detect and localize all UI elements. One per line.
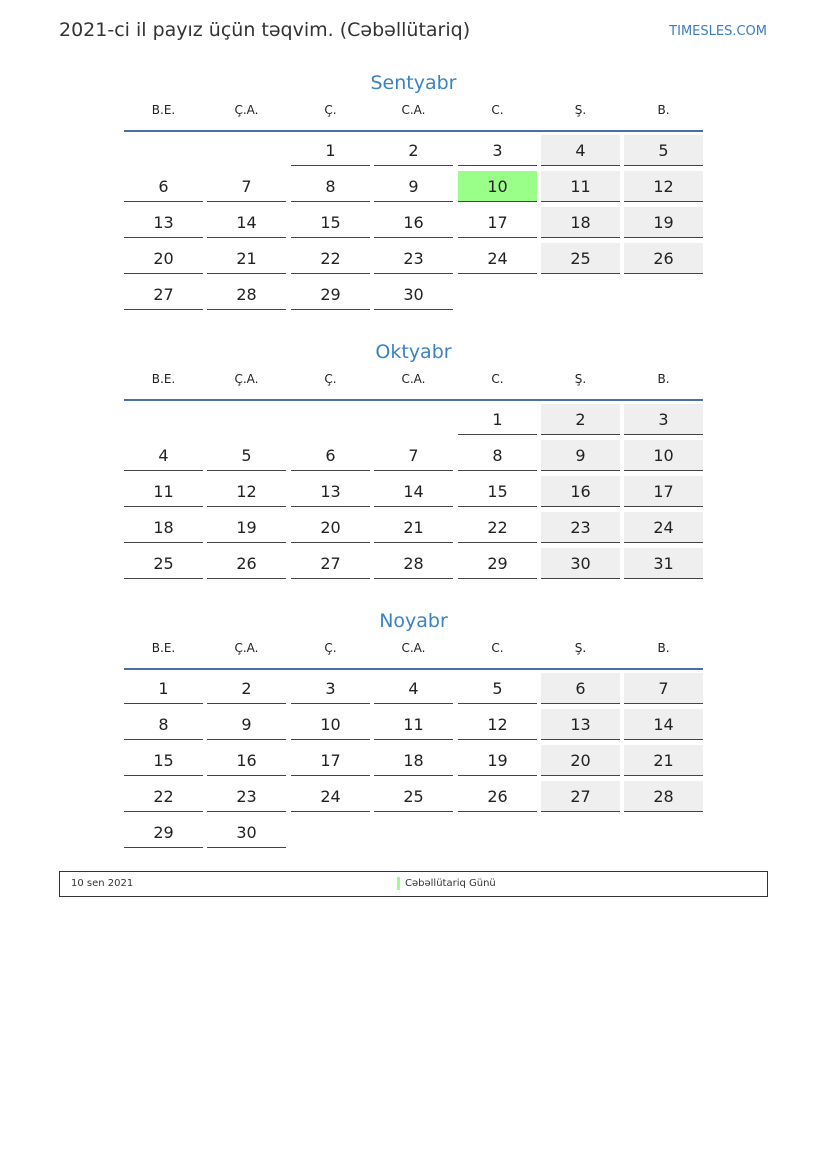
day-cell: 3 — [624, 404, 703, 435]
weekday-label: B.E. — [151, 372, 176, 386]
weekday-label: B. — [657, 641, 670, 655]
day-cell: 20 — [291, 512, 370, 543]
day-cell: 28 — [374, 548, 453, 579]
day-cell: 26 — [624, 243, 703, 274]
day-cell: 19 — [207, 512, 286, 543]
day-cell: 23 — [207, 781, 286, 812]
weekday-label: C. — [491, 103, 504, 117]
day-cell: 17 — [458, 207, 537, 238]
day-cell: 30 — [207, 817, 286, 848]
day-cell: 28 — [207, 279, 286, 310]
month-1 — [0, 337, 827, 573]
day-cell: 16 — [374, 207, 453, 238]
day-cell: 11 — [541, 171, 620, 202]
day-cell: 9 — [374, 171, 453, 202]
day-cell: 2 — [374, 135, 453, 166]
day-cell: 24 — [291, 781, 370, 812]
weekday-label: Ç.A. — [234, 372, 259, 386]
weekday-label: B.E. — [151, 641, 176, 655]
day-cell: 7 — [624, 673, 703, 704]
day-cell: 11 — [124, 476, 203, 507]
day-cell: 4 — [541, 135, 620, 166]
day-cell: 29 — [458, 548, 537, 579]
day-cell: 11 — [374, 709, 453, 740]
day-cell: 5 — [207, 440, 286, 471]
weekday-label: B.E. — [151, 103, 176, 117]
month-title: Sentyabr — [370, 72, 457, 94]
weekday-header — [0, 98, 827, 130]
day-cell: 22 — [291, 243, 370, 274]
day-cell: 15 — [458, 476, 537, 507]
day-cell: 8 — [291, 171, 370, 202]
weekday-label: B. — [657, 103, 670, 117]
month-2 — [0, 606, 827, 842]
day-cell: 25 — [124, 548, 203, 579]
day-cell: 1 — [124, 673, 203, 704]
legend-holiday-name: Cəbəllütariq Günü — [405, 878, 496, 889]
day-cell: 28 — [624, 781, 703, 812]
day-cell: 21 — [624, 745, 703, 776]
weekday-header — [0, 367, 827, 399]
day-cell: 13 — [291, 476, 370, 507]
weekday-header — [0, 636, 827, 668]
day-cell: 27 — [541, 781, 620, 812]
day-cell: 15 — [124, 745, 203, 776]
weekday-label: C.A. — [401, 103, 426, 117]
legend-date: 10 sen 2021 — [71, 878, 134, 889]
weekday-label: C. — [491, 372, 504, 386]
day-cell: 5 — [458, 673, 537, 704]
legend-holiday-marker — [397, 877, 400, 890]
day-cell: 8 — [124, 709, 203, 740]
day-cell: 14 — [624, 709, 703, 740]
day-cell: 2 — [207, 673, 286, 704]
day-cell: 6 — [124, 171, 203, 202]
day-cell: 10 — [291, 709, 370, 740]
weekday-label: Ç.A. — [234, 103, 259, 117]
day-cell: 17 — [291, 745, 370, 776]
day-cell: 19 — [624, 207, 703, 238]
month-0 — [0, 68, 827, 304]
weekday-label: Ş. — [574, 372, 587, 386]
day-cell: 14 — [207, 207, 286, 238]
day-cell: 29 — [124, 817, 203, 848]
day-cell: 7 — [374, 440, 453, 471]
day-cell: 2 — [541, 404, 620, 435]
day-cell: 15 — [291, 207, 370, 238]
month-title: Noyabr — [379, 610, 448, 632]
day-cell: 24 — [458, 243, 537, 274]
weekday-label: C.A. — [401, 641, 426, 655]
day-cell: 3 — [458, 135, 537, 166]
day-cell: 25 — [541, 243, 620, 274]
day-cell: 30 — [541, 548, 620, 579]
day-cell: 1 — [458, 404, 537, 435]
weekday-label: Ş. — [574, 641, 587, 655]
month-title: Oktyabr — [375, 341, 452, 363]
day-cell: 9 — [207, 709, 286, 740]
day-cell: 24 — [624, 512, 703, 543]
day-cell: 4 — [374, 673, 453, 704]
weekday-label: C. — [491, 641, 504, 655]
day-cell: 22 — [124, 781, 203, 812]
day-cell: 18 — [374, 745, 453, 776]
day-cell: 13 — [541, 709, 620, 740]
day-cell-holiday: 10 — [458, 171, 537, 202]
site-link[interactable]: TIMESLES.COM — [669, 24, 767, 39]
day-cell: 27 — [124, 279, 203, 310]
header-rule — [124, 399, 703, 401]
day-cell: 14 — [374, 476, 453, 507]
page-title: 2021-ci il payız üçün təqvim. (Cəbəllütariq) — [59, 19, 471, 41]
day-cell: 5 — [624, 135, 703, 166]
day-cell: 4 — [124, 440, 203, 471]
day-cell: 23 — [541, 512, 620, 543]
day-cell: 27 — [291, 548, 370, 579]
day-cell: 6 — [541, 673, 620, 704]
day-cell: 13 — [124, 207, 203, 238]
weekday-label: C.A. — [401, 372, 426, 386]
day-cell: 20 — [124, 243, 203, 274]
day-cell: 26 — [458, 781, 537, 812]
day-cell: 12 — [458, 709, 537, 740]
day-cell: 12 — [624, 171, 703, 202]
day-cell: 1 — [291, 135, 370, 166]
day-cell: 19 — [458, 745, 537, 776]
day-cell: 7 — [207, 171, 286, 202]
day-cell: 31 — [624, 548, 703, 579]
day-cell: 16 — [541, 476, 620, 507]
day-cell: 16 — [207, 745, 286, 776]
day-cell: 21 — [374, 512, 453, 543]
weekday-label: Ç. — [324, 103, 337, 117]
day-cell: 23 — [374, 243, 453, 274]
weekday-label: Ç. — [324, 372, 337, 386]
day-cell: 12 — [207, 476, 286, 507]
day-cell: 6 — [291, 440, 370, 471]
holiday-legend — [59, 871, 768, 897]
day-cell: 22 — [458, 512, 537, 543]
day-cell: 25 — [374, 781, 453, 812]
day-cell: 10 — [624, 440, 703, 471]
weekday-label: B. — [657, 372, 670, 386]
weekday-label: Ç. — [324, 641, 337, 655]
day-cell: 17 — [624, 476, 703, 507]
day-cell: 21 — [207, 243, 286, 274]
day-cell: 20 — [541, 745, 620, 776]
day-cell: 9 — [541, 440, 620, 471]
header-rule — [124, 668, 703, 670]
day-cell: 18 — [124, 512, 203, 543]
day-cell: 3 — [291, 673, 370, 704]
day-cell: 29 — [291, 279, 370, 310]
weekday-label: Ş. — [574, 103, 587, 117]
header-rule — [124, 130, 703, 132]
day-cell: 26 — [207, 548, 286, 579]
weekday-label: Ç.A. — [234, 641, 259, 655]
day-cell: 18 — [541, 207, 620, 238]
day-cell: 8 — [458, 440, 537, 471]
day-cell: 30 — [374, 279, 453, 310]
